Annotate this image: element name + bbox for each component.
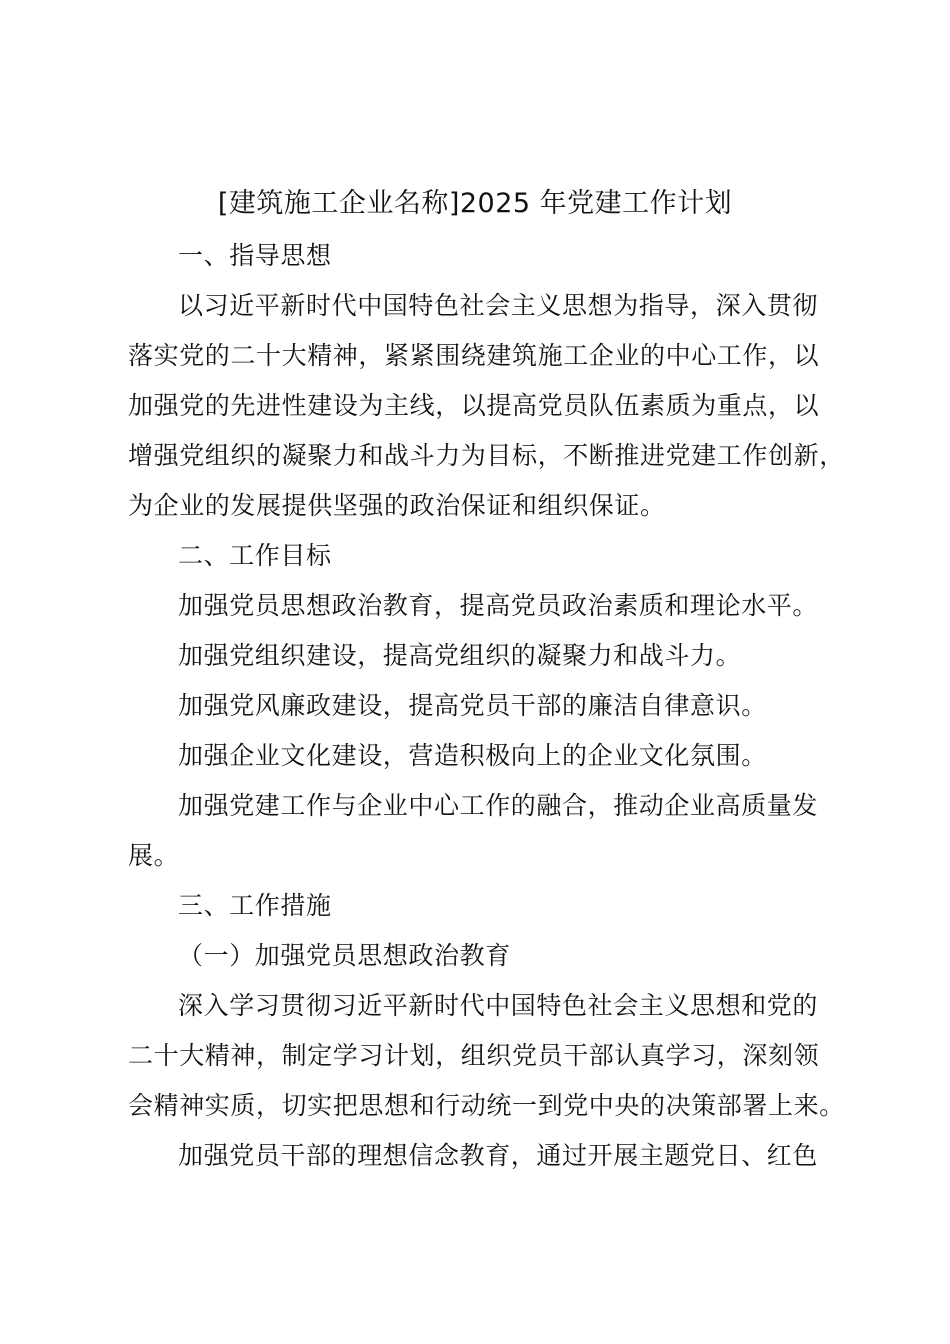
- goal-line: 加强党风廉政建设，提高党员干部的廉洁自律意识。: [178, 691, 767, 720]
- paragraph-line: 加强党的先进性建设为主线，以提高党员队伍素质为重点，以: [128, 391, 820, 420]
- goal-line: 加强党建工作与企业中心工作的融合，推动企业高质量发: [178, 791, 819, 820]
- paragraph-line: 会精神实质，切实把思想和行动统一到党中央的决策部署上来。: [128, 1091, 845, 1120]
- paragraph-line: 落实党的二十大精神，紧紧围绕建筑施工企业的中心工作，以: [128, 341, 820, 370]
- paragraph-line: 增强党组织的凝聚力和战斗力为目标，不断推进党建工作创新，: [128, 441, 845, 470]
- paragraph-line: 加强党员干部的理想信念教育，通过开展主题党日、红色: [178, 1141, 819, 1170]
- section-heading-work-goals: 二、工作目标: [178, 541, 332, 570]
- goal-line: 加强党员思想政治教育，提高党员政治素质和理论水平。: [178, 591, 819, 620]
- paragraph-line: 深入学习贯彻习近平新时代中国特色社会主义思想和党的: [178, 991, 819, 1020]
- document-title: [建筑施工企业名称]2025 年党建工作计划: [217, 188, 733, 219]
- goal-line: 加强党组织建设，提高党组织的凝聚力和战斗力。: [178, 641, 742, 670]
- paragraph-line: 以习近平新时代中国特色社会主义思想为指导，深入贯彻: [178, 291, 819, 320]
- paragraph-line: 为企业的发展提供坚强的政治保证和组织保证。: [128, 491, 666, 520]
- goal-line: 加强企业文化建设，营造积极向上的企业文化氛围。: [178, 741, 767, 770]
- section-heading-guiding-thought: 一、指导思想: [178, 241, 332, 270]
- section-heading-work-measures: 三、工作措施: [178, 891, 332, 920]
- goal-line: 展。: [128, 841, 180, 870]
- subsection-heading: （一）加强党员思想政治教育: [178, 941, 511, 970]
- paragraph-line: 二十大精神，制定学习计划，组织党员干部认真学习，深刻领: [128, 1041, 820, 1070]
